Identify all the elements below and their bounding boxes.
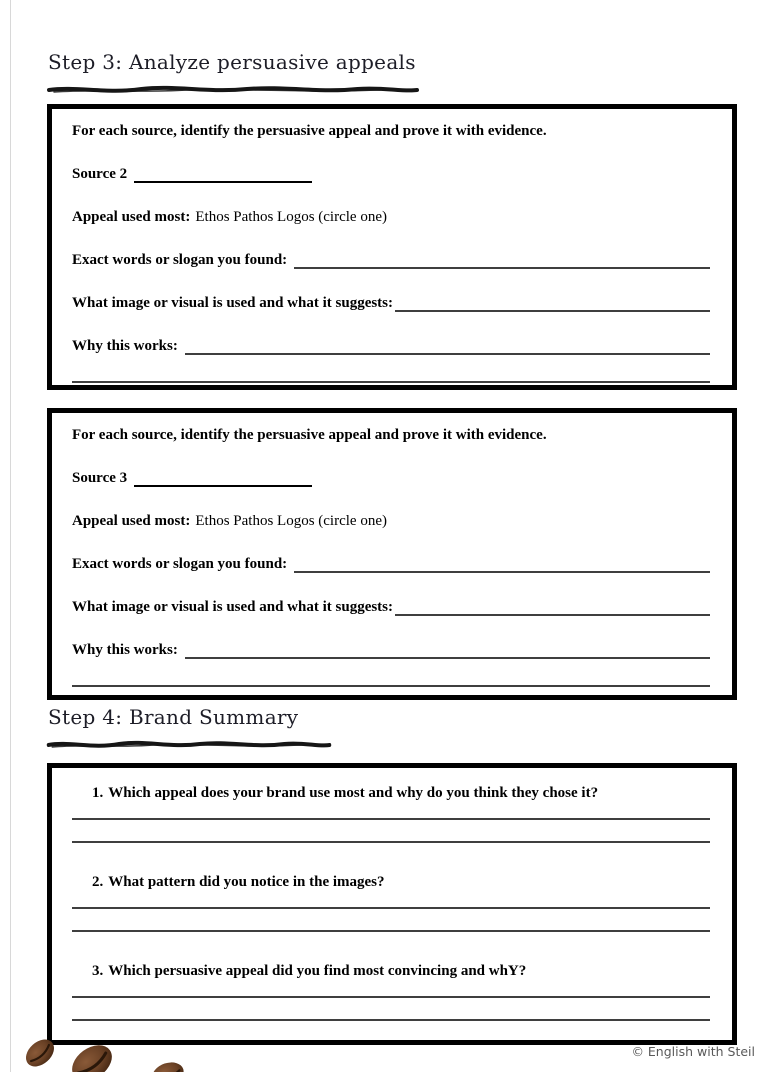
source-label: Source 2	[72, 166, 128, 182]
exact-words-label: Exact words or slogan you found:	[72, 252, 288, 268]
exact-words-answer-line	[294, 556, 710, 573]
appeal-analysis-box-source3	[47, 408, 737, 700]
source-row	[72, 470, 710, 487]
instruction-label: For each source, identify the persuasive appeal and prove it with evidence.	[72, 123, 547, 139]
brand-summary-box	[47, 763, 737, 1045]
visual-label: What image or visual is used and what it suggests:	[72, 295, 394, 311]
exact-words-label: Exact words or slogan you found:	[72, 556, 288, 572]
answer-line	[72, 907, 710, 909]
source-answer-line	[134, 166, 312, 183]
scribble-underline-icon	[46, 739, 332, 751]
answer-line	[72, 1019, 710, 1021]
answer-line	[72, 996, 710, 998]
visual-label: What image or visual is used and what it suggests:	[72, 599, 394, 615]
answer-line	[72, 930, 710, 932]
question-text: What pattern did you notice in the images?	[108, 874, 385, 890]
appeal-label: Appeal used most:	[72, 513, 191, 529]
copyright-text: © English with Steil	[631, 1044, 755, 1059]
why-label: Why this works:	[72, 642, 178, 658]
answer-line	[72, 841, 710, 843]
summary-question-1	[92, 785, 710, 802]
summary-question-2	[92, 874, 710, 891]
exact-words-answer-line	[294, 252, 710, 269]
appeal-options: Ethos Pathos Logos (circle one)	[195, 513, 387, 529]
why-answer-line	[185, 642, 710, 659]
question-number: 2.	[92, 874, 104, 890]
instruction-text	[72, 427, 710, 444]
question-text: Which persuasive appeal did you find most convincing and whY?	[108, 963, 527, 979]
appeal-analysis-box-source2	[47, 104, 737, 390]
step4-title: Step 4: Brand Summary	[48, 705, 299, 729]
appeal-row	[72, 209, 710, 226]
page-edge-line	[10, 0, 11, 1072]
visual-answer-line	[395, 295, 710, 312]
visual-row	[72, 599, 710, 616]
exact-words-row	[72, 556, 710, 573]
why-row	[72, 338, 710, 355]
scribble-underline-icon	[46, 84, 420, 96]
question-number: 3.	[92, 963, 104, 979]
visual-row	[72, 295, 710, 312]
step3-title: Step 3: Analyze persuasive appeals	[48, 50, 416, 74]
summary-question-3	[92, 963, 710, 980]
question-text: Which appeal does your brand use most and why do you think they chose it?	[108, 785, 599, 801]
instruction-text	[72, 123, 710, 140]
visual-answer-line	[395, 599, 710, 616]
appeal-options: Ethos Pathos Logos (circle one)	[195, 209, 387, 225]
why-row	[72, 642, 710, 659]
source-label: Source 3	[72, 470, 128, 486]
appeal-row	[72, 513, 710, 530]
source-answer-line	[134, 470, 312, 487]
why-answer-line	[185, 338, 710, 355]
source-row	[72, 166, 710, 183]
instruction-label: For each source, identify the persuasive appeal and prove it with evidence.	[72, 427, 547, 443]
why-answer-line-2	[72, 685, 710, 687]
why-answer-line-2	[72, 381, 710, 383]
appeal-label: Appeal used most:	[72, 209, 191, 225]
exact-words-row	[72, 252, 710, 269]
why-label: Why this works:	[72, 338, 178, 354]
coffee-beans-icon	[8, 1036, 198, 1072]
question-number: 1.	[92, 785, 104, 801]
answer-line	[72, 818, 710, 820]
